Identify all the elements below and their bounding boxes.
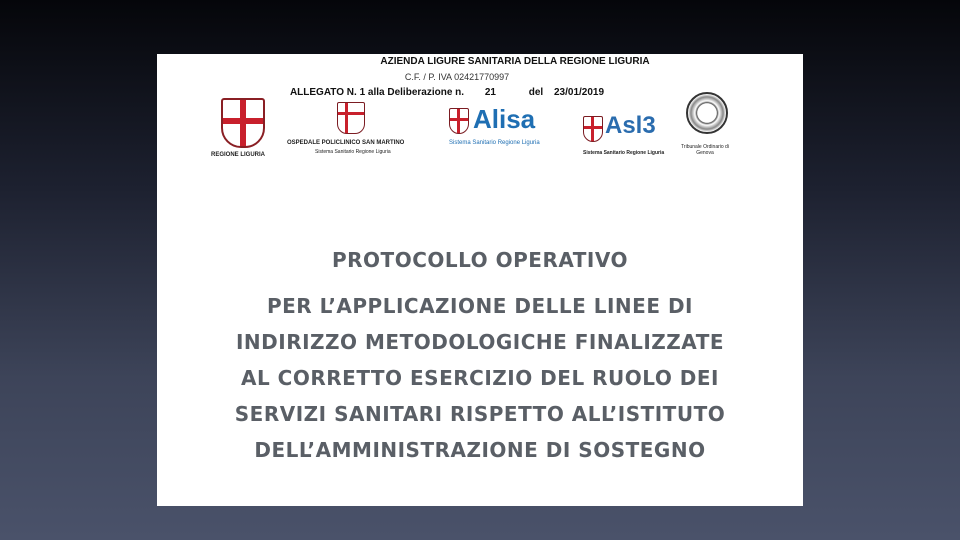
ospedale-caption: OSPEDALE POLICLINICO SAN MARTINO — [287, 140, 405, 146]
resolution-number: 21 — [484, 87, 496, 98]
body-line-1: PER L’APPLICAZIONE DELLE LINEE DI — [266, 294, 693, 318]
body-line-4: SERVIZI SANITARI RISPETTO ALL’ISTITUTO — [234, 402, 726, 426]
alisa-subcaption: Sistema Sanitario Regione Liguria — [449, 140, 540, 146]
date-label: del — [528, 87, 544, 98]
vat-number: C.F. / P. IVA 02421770997 — [404, 72, 510, 82]
body-line-3: AL CORRETTO ESERCIZIO DEL RUOLO DEI — [240, 366, 719, 390]
italian-republic-emblem-icon — [686, 92, 728, 134]
tribunale-caption: Tribunale Ordinario di Genova — [681, 144, 729, 156]
ospedale-subcaption: Sistema Sanitario Regione Liguria — [315, 149, 391, 155]
body-line-5: DELL’AMMINISTRAZIONE DI SOSTEGNO — [254, 438, 706, 462]
org-name: AZIENDA LIGURE SANITARIA DELLA REGIONE LIGURIA — [380, 56, 650, 67]
document-page — [157, 54, 803, 506]
alisa-wordmark: Alisa — [473, 104, 536, 134]
san-martino-crest-icon — [337, 102, 365, 134]
asl3-subcaption: Sistema Sanitario Regione Liguria — [583, 150, 665, 156]
regione-caption: REGIONE LIGURIA — [211, 152, 266, 158]
attachment-label: ALLEGATO N. 1 alla Deliberazione n. — [289, 87, 465, 98]
attachment-line — [237, 87, 657, 98]
document-title: PROTOCOLLO OPERATIVO — [332, 248, 628, 272]
asl3-shield-icon — [583, 116, 603, 142]
regione-shield-icon — [221, 98, 265, 148]
resolution-date: 23/01/2019 — [553, 87, 605, 98]
body-line-2: INDIRIZZO METODOLOGICHE FINALIZZATE — [235, 330, 725, 354]
alisa-shield-icon — [449, 108, 469, 134]
asl3-wordmark: Asl3 — [605, 112, 656, 139]
